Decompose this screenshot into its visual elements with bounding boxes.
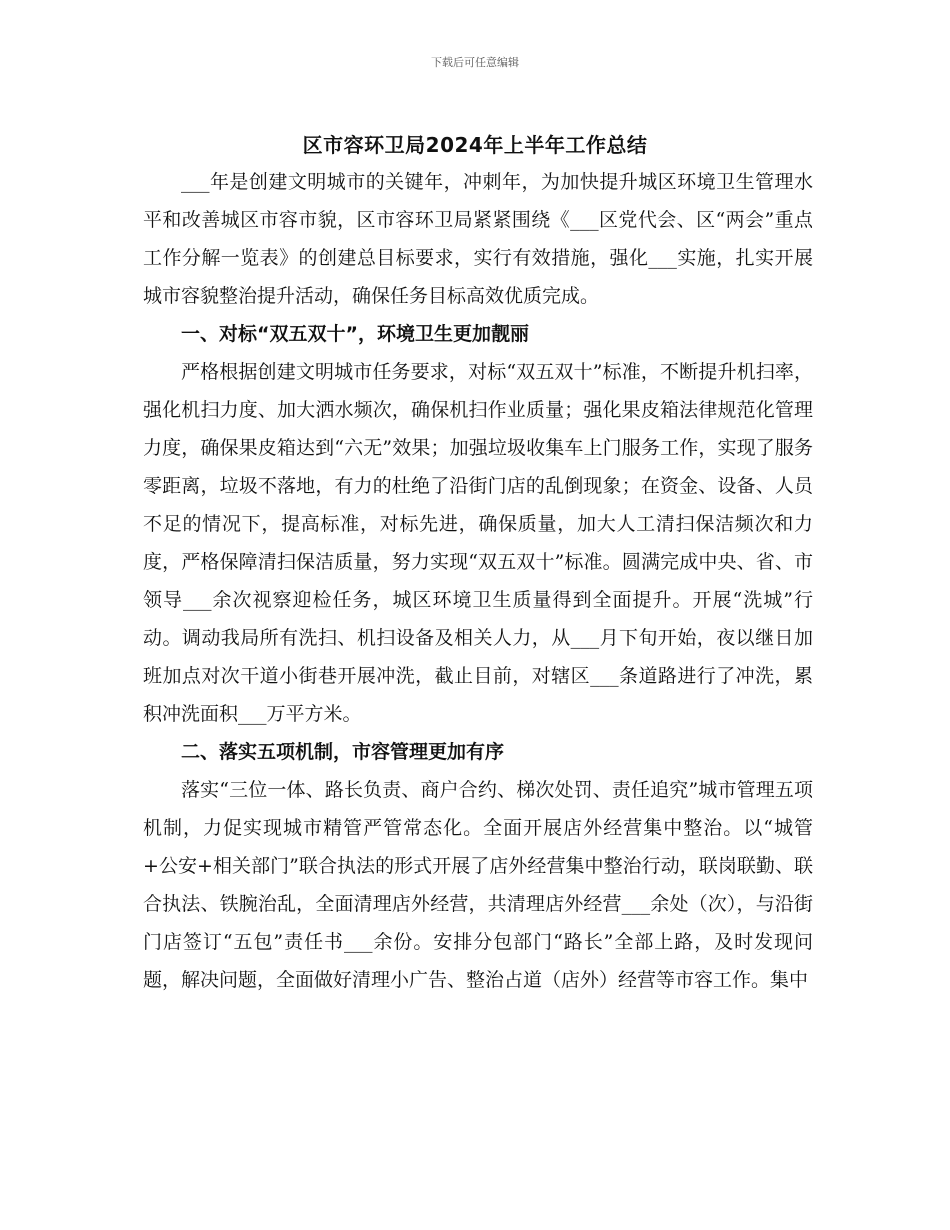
header-note: 下载后可任意编辑 [431, 56, 519, 69]
section-heading-2: 二、落实五项机制，市容管理更加有序 [181, 741, 505, 763]
document-body [143, 163, 813, 999]
section-heading-1: 一、对标“双五双十”，环境卫生更加靓丽 [181, 323, 529, 345]
document-title: 区市容环卫局2024年上半年工作总结 [302, 133, 648, 157]
section-body-1: 严格根据创建文明城市任务要求，对标“双五双十”标准，不断提升机扫率，强化机扫力度、加大洒水频次，确保机扫作业质量；强化果皮箱法律规范化管理力度，确保果皮箱达到“六无”效果；加强垃圾收集车上门服务工作，实现了服务零距离，垃圾不落地，有力的杜绝了沿街门店的乱倒现象；在资金、设备、人员不足的情况下，提高标准，对标先进，确保质量，加大人工清扫保洁频次和力度，严格保障清扫保洁质量，努力实现“双五双十”标准。圆满完成中央、省、市领导___余次视察迎检任务，城区环境卫生质量得到全面提升。开展“洗城”行动。调动我局所有洗扫、机扫设备及相关人力，从___月下旬开始，夜以继日加班加点对次干道小街巷开展冲洗，截止目前，对辖区___条道路进行了冲洗，累积冲洗面积___万平方米。 [143, 361, 813, 725]
section-body-2: 落实“三位一体、路长负责、商户合约、梯次处罚、责任追究”城市管理五项机制，力促实现城市精管严管常态化。全面开展店外经营集中整治。以“城管+公安+相关部门”联合执法的形式开展了店外经营集中整治行动，联岗联勤、联合执法、铁腕治乱，全面清理店外经营，共清理店外经营___余处（次），与沿街门店签订“五包”责任书___余份。安排分包部门“路长”全部上路，及时发现问题，解决问题，全面做好清理小广告、整治占道（店外）经营等市容工作。集中 [143, 779, 813, 991]
intro-paragraph: ___年是创建文明城市的关键年，冲刺年，为加快提升城区环境卫生管理水平和改善城区市容市貌，区市容环卫局紧紧围绕《___区党代会、区“两会”重点工作分解一览表》的创建总目标要求，实行有效措施，强化___实施，扎实开展城市容貌整治提升活动，确保任务目标高效优质完成。 [143, 171, 813, 307]
